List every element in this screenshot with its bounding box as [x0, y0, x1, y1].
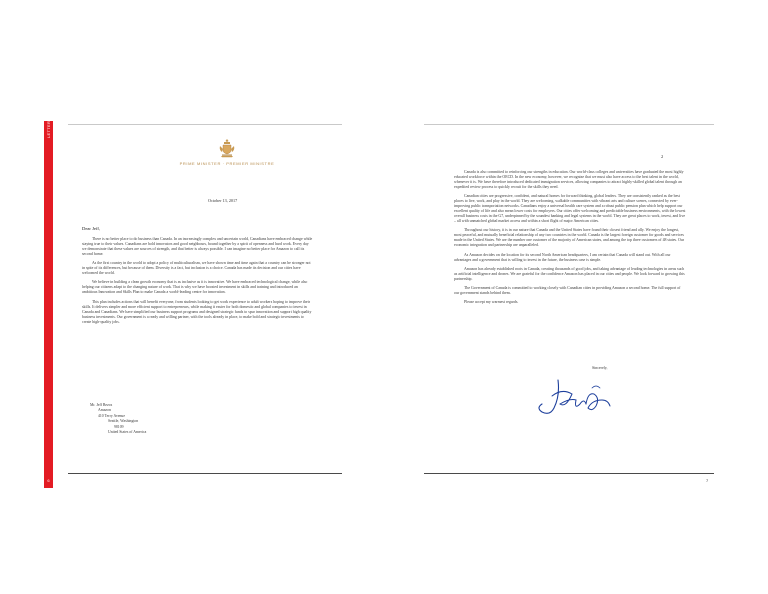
- body-paragraph: There is no better place to do business than Canada. In an increasingly complex and uncertain world, Canadians have embraced change while staying true to their values. Canadians are bold innovators and good neighbours, bound together by a spirit of openness and hard work. Every day we demonstrate that these values are sources of strength, and that better is always possible. I can imagine no better place for Amazon to call its second home.: [82, 237, 313, 256]
- body-paragraph: Throughout our history, it is in our nature that Canada and the United States have found their closest friend and ally. We enjoy the longest, most peaceful, and mutually beneficial relationship of any two countries in the world. Canada is the largest foreign customer for goods and services made in the United States. We are the number one customer of the majority of American states, and among the top three customers of 48 states. Our economic integration and partnership are unparalleled.: [454, 228, 685, 248]
- letter-body: [82, 237, 314, 329]
- body-paragraph: As Amazon decides on the location for its second North American headquarters, I am certain that Canada will stand out. With all our advantages and a government that is willing to invest in the future, the business case is simple.: [454, 252, 671, 262]
- address-line: Amazon: [98, 408, 111, 413]
- top-rule: [68, 124, 342, 125]
- footer-page-number: 7: [706, 478, 709, 483]
- salutation: Dear Jeff,: [82, 226, 101, 231]
- letter-date: October 13, 2017: [208, 198, 238, 203]
- body-paragraph: Amazon has already established roots in Canada, creating thousands of good jobs, and taking advantage of leading technologies in areas such as artificial intelligence and drones. We are grateful for the confidence Amazon has placed in our cities and people. We look forward to growing this partnership.: [454, 266, 685, 281]
- tab-page-number: 6: [47, 478, 50, 483]
- coat-of-arms-icon: [218, 138, 236, 158]
- address-line: Seattle, Washington: [108, 419, 139, 424]
- address-line: 98109: [114, 424, 124, 429]
- top-rule: [424, 124, 714, 125]
- recipient-address: [90, 403, 146, 435]
- body-paragraph: Canadian cities are progressive, confident, and natural homes for forward thinking, global leaders. They are consistently ranked as the best places to live, work, and play in the world. They are welcoming, walkable communities with vibrant arts and culture scenes, connected by ever-improving public transportation networks. Canadians enjoy a universal health care system and a robust public pension plan which help support our excellent quality of life and also mean lower costs for employers. Our cities offer welcoming and predictable business environments, with the lowest overall business costs in the G7, underpinned by the soundest banking and legal systems in the world. They are great places to work, invest, and live – all with unmatched global market access and within a short flight of major American cities.: [454, 194, 686, 224]
- section-tab-label: LETTERS: [46, 117, 51, 138]
- right-page: [384, 0, 768, 594]
- bottom-rule: [68, 473, 342, 474]
- letterhead: PRIME MINISTER · PREMIER MINISTRE: [179, 161, 275, 166]
- body-paragraph: Please accept my warmest regards.: [464, 300, 519, 305]
- body-paragraph: This plan includes actions that will benefit everyone, from students looking to get work experience to adult workers hoping to improve their skills. It delivers simpler and more efficient support to entrepreneurs, while making it easier for both domestic and global companies to invest in Canada and Canadians. We have simplified our business support programs and designed strategic funds to spur innovation and support high quality business investments. Our government is a ready and willing partner, with the tools already in place, to make bold and strategic investments to create high-quality jobs.: [82, 299, 312, 324]
- signature-icon: [530, 374, 620, 424]
- bottom-rule: [424, 473, 714, 474]
- letter-body: [454, 170, 686, 309]
- section-tab: [44, 117, 53, 488]
- body-paragraph: Canada is also committed to reinforcing our strengths in education. Our world-class colleges and universities have graduated the most highly educated workforce within the OECD. In the new economy, however, we recognize that we must also have access to the best talent in the world, whenever it is. We have therefore introduced dedicated immigration services, allowing companies to attract highly-skilled global talent through an expedited review process to quickly recruit for the skills they need.: [454, 170, 684, 189]
- body-paragraph: As the first country in the world to adopt a policy of multiculturalism, we have shown time and time again that a country can be stronger not in spite of its differences, but because of them. Diversity is a fact, but inclusion is a choice. Canada has made its decision and our cities have welcomed the world.: [82, 261, 311, 276]
- closing: Sincerely,: [592, 366, 608, 370]
- letter-page-number: 2: [661, 154, 664, 159]
- address-line: United States of America: [108, 430, 147, 435]
- body-paragraph: The Government of Canada is committed to working closely with Canadian cities in providing Amazon a second home. The full support of our government stands behind them.: [454, 285, 681, 295]
- body-paragraph: We believe in building a clean growth economy that is as inclusive as it is innovative. We have embraced technological change, while also helping our citizens adapt to the changing nature of work. That is why we have boosted investment in skills and training and introduced an ambitious Innovation and Skills Plan to make Canada a world-leading centre for innovation.: [82, 280, 308, 295]
- address-line: 410 Terry Avenue: [98, 413, 126, 418]
- address-line: Mr. Jeff Bezos: [90, 403, 113, 407]
